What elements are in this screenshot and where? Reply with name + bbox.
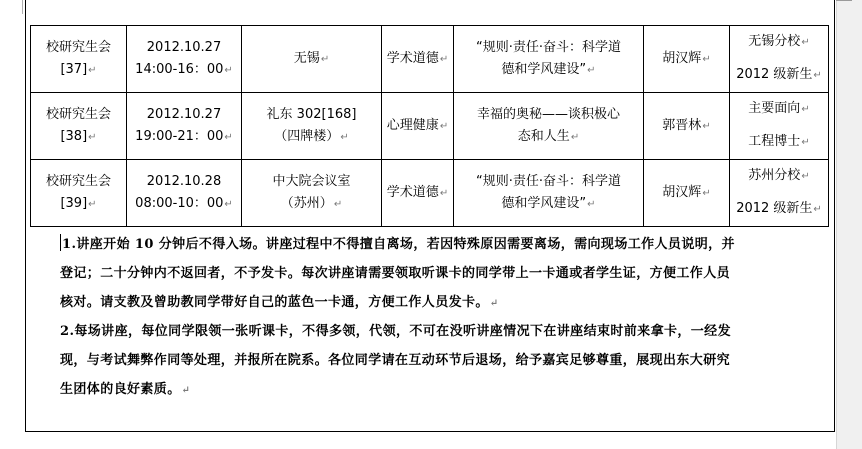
paragraph-mark-icon — [702, 54, 710, 65]
location-cell[interactable] — [242, 160, 382, 227]
location-cell-text: 中大院会议室 — [272, 173, 351, 189]
paragraph-mark-icon — [440, 121, 448, 132]
paragraph-mark-icon — [490, 298, 499, 309]
topic-cell-text: 德和学风建设” — [501, 195, 587, 211]
location-cell-text: 无锡 — [293, 50, 320, 66]
note-line — [732, 160, 826, 193]
note-cell[interactable] — [730, 160, 829, 227]
note-cell-text: 2012 级新生 — [736, 67, 813, 82]
organizer-cell-text: [39] — [60, 195, 88, 211]
category-cell[interactable] — [382, 160, 454, 227]
paragraph-mark-icon — [702, 188, 710, 199]
time-cell-text: 14:00-16：00 — [135, 61, 224, 77]
organizer-cell-text: 校研究生会 — [45, 173, 111, 189]
speaker-cell[interactable] — [644, 93, 730, 160]
topic-cell-text: 德和学风建设” — [501, 61, 587, 77]
paragraph-mark-icon — [571, 132, 579, 143]
topic-cell-text: 态和人生 — [517, 128, 570, 144]
paragraph-mark-icon — [440, 54, 448, 65]
rule-line[interactable]: 现，与考试舞弊作同等处理，并报所在院系。各位同学请在互动环节后退场，给予嘉宾足够尊重，展现出东大研究 — [60, 353, 731, 368]
paragraph-mark-icon — [182, 385, 191, 396]
attendance-rules — [60, 230, 820, 404]
speaker-cell-text: 郭晋林 — [662, 117, 702, 133]
time-cell[interactable] — [127, 160, 242, 227]
paragraph-mark-icon — [224, 65, 232, 76]
paragraph-mark-icon — [340, 132, 348, 143]
lecture-schedule-table — [30, 25, 829, 227]
note-cell-text: 苏州分校 — [748, 168, 801, 183]
location-cell[interactable] — [242, 26, 382, 93]
paragraph-mark-icon — [224, 199, 232, 210]
paragraph-mark-icon — [587, 65, 595, 76]
note-line — [732, 193, 826, 226]
note-cell-text: 工程博士 — [748, 134, 801, 149]
note-cell-text: 无锡分校 — [748, 34, 801, 49]
rule-line[interactable]: 核对。请支教及曾助教同学带好自己的蓝色一卡通，方便工作人员发卡。 ↵ — [60, 288, 820, 317]
paragraph-mark-icon — [88, 199, 96, 210]
category-cell-text: 学术道德 — [386, 50, 439, 66]
topic-cell-text: “规则·责任·奋斗：科学道 — [476, 39, 621, 55]
paragraph-mark-icon — [587, 199, 595, 210]
organizer-cell[interactable] — [31, 26, 127, 93]
note-line — [732, 26, 826, 59]
paragraph-mark-icon — [334, 199, 342, 210]
topic-cell-text: 幸福的奥秘——谈积极心 — [476, 106, 620, 122]
time-cell[interactable] — [127, 93, 242, 160]
category-cell-text: 心理健康 — [386, 117, 439, 133]
note-line — [732, 126, 826, 159]
time-cell-text: 2012.10.27 — [146, 39, 222, 55]
table-row — [31, 160, 829, 227]
time-cell[interactable] — [127, 26, 242, 93]
time-cell-text: 2012.10.28 — [146, 173, 222, 189]
organizer-cell-text: 校研究生会 — [45, 39, 111, 55]
paragraph-mark-icon — [88, 132, 96, 143]
time-cell-text: 08:00-10：00 — [135, 195, 224, 211]
note-cell[interactable] — [730, 93, 829, 160]
rule-line[interactable]: 2.每场讲座，每位同学限领一张听课卡，不得多领，代领，不可在没听讲座情况下在讲座结束时前来拿卡，一经发 — [60, 324, 731, 339]
rule-line[interactable]: 1.讲座开始 10 分钟后不得入场。讲座过程中不得擅自离场，若因特殊原因需要离场，需向现场工作人员说明，并 — [60, 230, 820, 259]
topic-cell[interactable] — [454, 160, 644, 227]
organizer-cell-text: 校研究生会 — [45, 106, 111, 122]
note-line — [732, 93, 826, 126]
paragraph-mark-icon — [440, 188, 448, 199]
topic-cell-text: “规则·责任·奋斗：科学道 — [476, 173, 621, 189]
table-row — [31, 93, 829, 160]
paragraph-mark-icon — [224, 132, 232, 143]
rule-line[interactable]: 登记；二十分钟内不返回者，不予发卡。每次讲座请需要领取听课卡的同学带上一卡通或者学生证，方便工作人员 — [60, 266, 731, 281]
vertical-scroll-gutter[interactable] — [836, 0, 862, 449]
location-cell-text: （四牌楼） — [274, 128, 340, 144]
speaker-cell[interactable] — [644, 160, 730, 227]
note-cell[interactable] — [730, 26, 829, 93]
paragraph-mark-icon — [801, 37, 809, 48]
paragraph-mark-icon — [813, 204, 821, 215]
time-cell-text: 2012.10.27 — [146, 106, 222, 122]
category-cell-text: 学术道德 — [386, 184, 439, 200]
paragraph-mark-icon — [702, 121, 710, 132]
paragraph-mark-icon — [321, 54, 329, 65]
note-cell-text: 2012 级新生 — [736, 201, 813, 216]
topic-cell[interactable] — [454, 26, 644, 93]
topic-cell[interactable] — [454, 93, 644, 160]
organizer-cell[interactable] — [31, 93, 127, 160]
location-cell-text: 礼东 302[168] — [266, 106, 357, 122]
text-cursor — [60, 234, 61, 251]
paragraph-mark-icon — [88, 65, 96, 76]
organizer-cell[interactable] — [31, 160, 127, 227]
paragraph-mark-icon — [801, 137, 809, 148]
location-cell-text: （苏州） — [280, 195, 333, 211]
margin-corner-mark-right — [836, 0, 852, 1]
paragraph-mark-icon — [801, 104, 809, 115]
time-cell-text: 19:00-21：00 — [135, 128, 224, 144]
category-cell[interactable] — [382, 93, 454, 160]
speaker-cell-text: 胡汉辉 — [662, 50, 702, 66]
speaker-cell[interactable] — [644, 26, 730, 93]
speaker-cell-text: 胡汉辉 — [662, 184, 702, 200]
note-cell-text: 主要面向 — [748, 101, 801, 116]
category-cell[interactable] — [382, 26, 454, 93]
organizer-cell-text: [37] — [60, 61, 88, 77]
organizer-cell-text: [38] — [60, 128, 88, 144]
note-line — [732, 59, 826, 92]
location-cell[interactable] — [242, 93, 382, 160]
rule-line[interactable]: 生团体的良好素质。 ↵ — [60, 375, 820, 404]
paragraph-mark-icon — [813, 70, 821, 81]
table-row — [31, 26, 829, 93]
margin-corner-mark — [22, 0, 23, 14]
paragraph-mark-icon — [801, 171, 809, 182]
